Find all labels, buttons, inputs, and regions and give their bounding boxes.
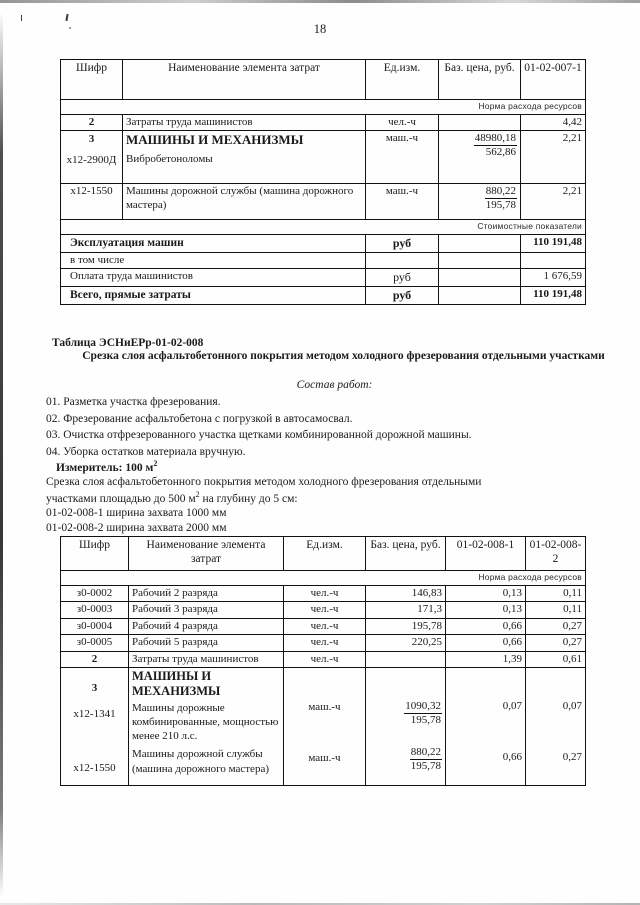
- price-numerator: 880,22: [485, 185, 516, 198]
- scan-speck: [65, 14, 68, 21]
- cell-qty: [521, 131, 586, 184]
- cell-qty-2: 0,61: [526, 651, 586, 667]
- cost-label: Оплата труда машинистов: [61, 269, 366, 287]
- band-label-norm: Норма расхода ресурсов: [61, 571, 586, 586]
- cell-code: 3: [91, 682, 98, 695]
- header-cell-unit: Ед.изм.: [366, 60, 439, 100]
- table-01-02-008: [60, 536, 586, 786]
- header-cell-norm-01-02-008-1: 01-02-008-1: [446, 537, 526, 571]
- cell-code: 3: [88, 133, 95, 146]
- cell-name: Затраты труда машинистов: [123, 115, 366, 131]
- composition-label: Состав работ:: [296, 379, 373, 391]
- price-fraction: [369, 669, 442, 727]
- cell-unit-group: [284, 668, 366, 786]
- header-cell-norm-01-02-007-1: 01-02-007-1: [521, 60, 586, 100]
- meter-label: [56, 459, 157, 476]
- scan-speck: [21, 15, 22, 21]
- table-row: [61, 115, 586, 131]
- section-heading: [52, 337, 617, 364]
- scan-edge-top: [0, 0, 640, 3]
- cell-code: х12-2900Д: [66, 153, 117, 166]
- cell-qty-1: 0,66: [502, 751, 522, 764]
- cost-unit: руб: [366, 287, 439, 305]
- band-row-norm: [61, 100, 586, 115]
- cell-unit: чел.-ч: [284, 635, 366, 651]
- cell-name-group: [129, 668, 284, 786]
- work-step: 01. Разметка участка фрезерования.: [46, 396, 221, 408]
- cost-label: Всего, прямые затраты: [61, 287, 366, 305]
- cell-qty-1: 0,66: [446, 618, 526, 634]
- cell-qty-1: 0,13: [446, 602, 526, 618]
- cell-name: Машины дорожной службы (машина дорожного мастера): [132, 748, 269, 775]
- cell-qty-2: 0,27: [562, 751, 582, 764]
- cost-unit: руб: [366, 235, 439, 253]
- cell-qty-2-group: [526, 668, 586, 786]
- cell-name: Машины дорожной службы (машина дорожного мастера): [123, 184, 366, 220]
- table-row: [61, 586, 586, 602]
- price-fraction: [369, 727, 442, 773]
- cell-price: 146,83: [366, 586, 446, 602]
- cell-code: 2: [61, 115, 123, 131]
- table-row: [61, 651, 586, 667]
- cell-unit: чел.-ч: [366, 115, 439, 131]
- price-fraction: [442, 132, 517, 159]
- cost-value: 110 191,48: [521, 287, 586, 305]
- cell-price: 171,3: [366, 602, 446, 618]
- cell-price: [439, 115, 521, 131]
- table-row-cost: [61, 269, 586, 287]
- table-header-row: [61, 60, 586, 100]
- cell-qty-2: 0,11: [526, 586, 586, 602]
- cell-name: Рабочий 5 разряда: [129, 635, 284, 651]
- cell-name: Машины дорожные комбинированные, мощностью менее 210 л.с.: [132, 701, 279, 743]
- table-header-row: [61, 537, 586, 571]
- cell-name: МАШИНЫ И МЕХАНИЗМЫ: [126, 132, 304, 148]
- table-row: [61, 602, 586, 618]
- cost-price: [439, 287, 521, 305]
- band-label-cost: Стоимостные показатели: [61, 220, 586, 235]
- cell-unit: маш.-ч: [366, 184, 439, 220]
- cost-unit: [366, 253, 439, 269]
- cell-code: 2: [61, 651, 129, 667]
- cell-code: з0-0003: [61, 602, 129, 618]
- header-cell-code: Шифр: [61, 60, 123, 100]
- cost-value: 1 676,59: [521, 269, 586, 287]
- variant-line-2: 01-02-008-2 ширина захвата 2000 мм: [46, 522, 227, 534]
- cell-price: 220,25: [366, 635, 446, 651]
- header-cell-name: Наименование элемента затрат: [123, 60, 366, 100]
- table-row: [61, 131, 586, 184]
- cell-name: Вибробетоноломы: [126, 153, 213, 166]
- meter-superscript: 2: [153, 459, 158, 468]
- cell-code-group: [61, 131, 123, 184]
- band-row-norm: [61, 571, 586, 586]
- cell-unit: [366, 131, 439, 184]
- work-step: 04. Уборка остатков материала вручную.: [46, 446, 246, 459]
- page-number: 18: [313, 22, 327, 36]
- table-row-cost: [61, 235, 586, 253]
- cell-qty-1: 0,66: [446, 635, 526, 651]
- cell-unit-text: маш.-ч: [385, 132, 419, 145]
- header-cell-unit: Ед.изм.: [284, 537, 366, 571]
- cell-qty-text: 2,21: [562, 132, 582, 145]
- cost-price: [439, 269, 521, 287]
- cell-price: [439, 131, 521, 184]
- cell-code: з0-0005: [61, 635, 129, 651]
- cell-code-group: [61, 668, 129, 786]
- cell-name: Рабочий 2 разряда: [129, 586, 284, 602]
- cost-label: Эксплуатация машин: [61, 235, 366, 253]
- cell-name-group: [123, 131, 366, 184]
- table-row-machines: [61, 668, 586, 786]
- cell-price-group: [366, 668, 446, 786]
- cell-price: [439, 184, 521, 220]
- cost-price: [439, 235, 521, 253]
- scope-description-line2: [46, 490, 626, 507]
- header-cell-code: Шифр: [61, 537, 129, 571]
- cell-code: з0-0004: [61, 618, 129, 634]
- price-fraction: [442, 185, 517, 212]
- price-denominator: 195,78: [410, 760, 441, 773]
- table-row-cost: [61, 253, 586, 269]
- cost-label: в том числе: [61, 253, 366, 269]
- scope-description-line1: Срезка слоя асфальтобетонного покрытия методом холодного фрезерования отдельными: [46, 476, 482, 488]
- cell-code: х12-1341: [73, 708, 116, 721]
- header-cell-price: Баз. цена, руб.: [366, 537, 446, 571]
- price-numerator: 1090,32: [405, 700, 441, 713]
- variant-line-1: 01-02-008-1 ширина захвата 1000 мм: [46, 507, 227, 519]
- table-row-cost: [61, 287, 586, 305]
- work-steps-list: [46, 394, 626, 461]
- work-step: 02. Фрезерование асфальтобетона с погрузкой в автосамосвал.: [46, 412, 353, 425]
- cost-value: [521, 253, 586, 269]
- cell-qty-2: 0,07: [562, 700, 582, 713]
- cost-unit: руб: [366, 269, 439, 287]
- cell-unit: чел.-ч: [284, 651, 366, 667]
- cell-unit: маш.-ч: [308, 701, 341, 714]
- cell-qty-1: 1,39: [446, 651, 526, 667]
- price-numerator: 48980,18: [474, 132, 516, 145]
- band-label-norm: Норма расхода ресурсов: [61, 100, 586, 115]
- cell-qty: 4,42: [521, 115, 586, 131]
- scope-desc-b: на глубину до 5 см:: [199, 492, 298, 505]
- scan-edge-left: [0, 12, 3, 897]
- price-denominator: 195,78: [410, 714, 441, 726]
- cell-unit: маш.-ч: [308, 752, 341, 765]
- cell-qty-1: 0,13: [446, 586, 526, 602]
- cell-unit: чел.-ч: [284, 586, 366, 602]
- band-row-cost: [61, 220, 586, 235]
- cell-qty-2: 0,27: [526, 618, 586, 634]
- scope-desc-superscript: 2: [195, 490, 200, 499]
- header-cell-price: Баз. цена, руб.: [439, 60, 521, 100]
- cell-price: 195,78: [366, 618, 446, 634]
- table-row: [61, 635, 586, 651]
- scope-desc-a: участками площадью до 500 м: [46, 492, 196, 505]
- price-denominator: 562,86: [485, 146, 516, 159]
- meter-label-text: Измеритель: 100 м: [56, 461, 154, 474]
- section-title: Срезка слоя асфальтобетонного покрытия методом холодного фрезерования отдельными участками: [82, 350, 605, 362]
- table-row: [61, 618, 586, 634]
- cell-qty-1: 0,07: [502, 700, 522, 713]
- cell-code: х12-1550: [61, 184, 123, 220]
- cost-value: 110 191,48: [521, 235, 586, 253]
- price-numerator: 880,22: [410, 746, 441, 759]
- cell-price: [366, 651, 446, 667]
- header-cell-name: Наименование элемента затрат: [129, 537, 284, 571]
- cell-code: х12-1550: [73, 761, 116, 774]
- cell-qty-2: 0,27: [526, 635, 586, 651]
- cell-name: Рабочий 3 разряда: [129, 602, 284, 618]
- cell-name: Затраты труда машинистов: [129, 651, 284, 667]
- cell-qty-2: 0,11: [526, 602, 586, 618]
- cell-code: з0-0002: [61, 586, 129, 602]
- cell-qty-1-group: [446, 668, 526, 786]
- cell-unit: чел.-ч: [284, 618, 366, 634]
- table-row: [61, 184, 586, 220]
- table-label: Таблица ЭСНиЕРр-01-02-008: [52, 337, 204, 349]
- cell-qty: 2,21: [521, 184, 586, 220]
- price-denominator: 195,78: [485, 199, 516, 212]
- header-cell-norm-01-02-008-2: 01-02-008-2: [526, 537, 586, 571]
- cell-name: МАШИНЫ И МЕХАНИЗМЫ: [132, 669, 221, 698]
- work-step: 03. Очистка отфрезерованного участка щетками комбинированной дорожной машины.: [46, 429, 472, 442]
- cost-price: [439, 253, 521, 269]
- cell-unit: чел.-ч: [284, 602, 366, 618]
- table-01-02-007-1: [60, 59, 586, 305]
- cell-name: Рабочий 4 разряда: [129, 618, 284, 634]
